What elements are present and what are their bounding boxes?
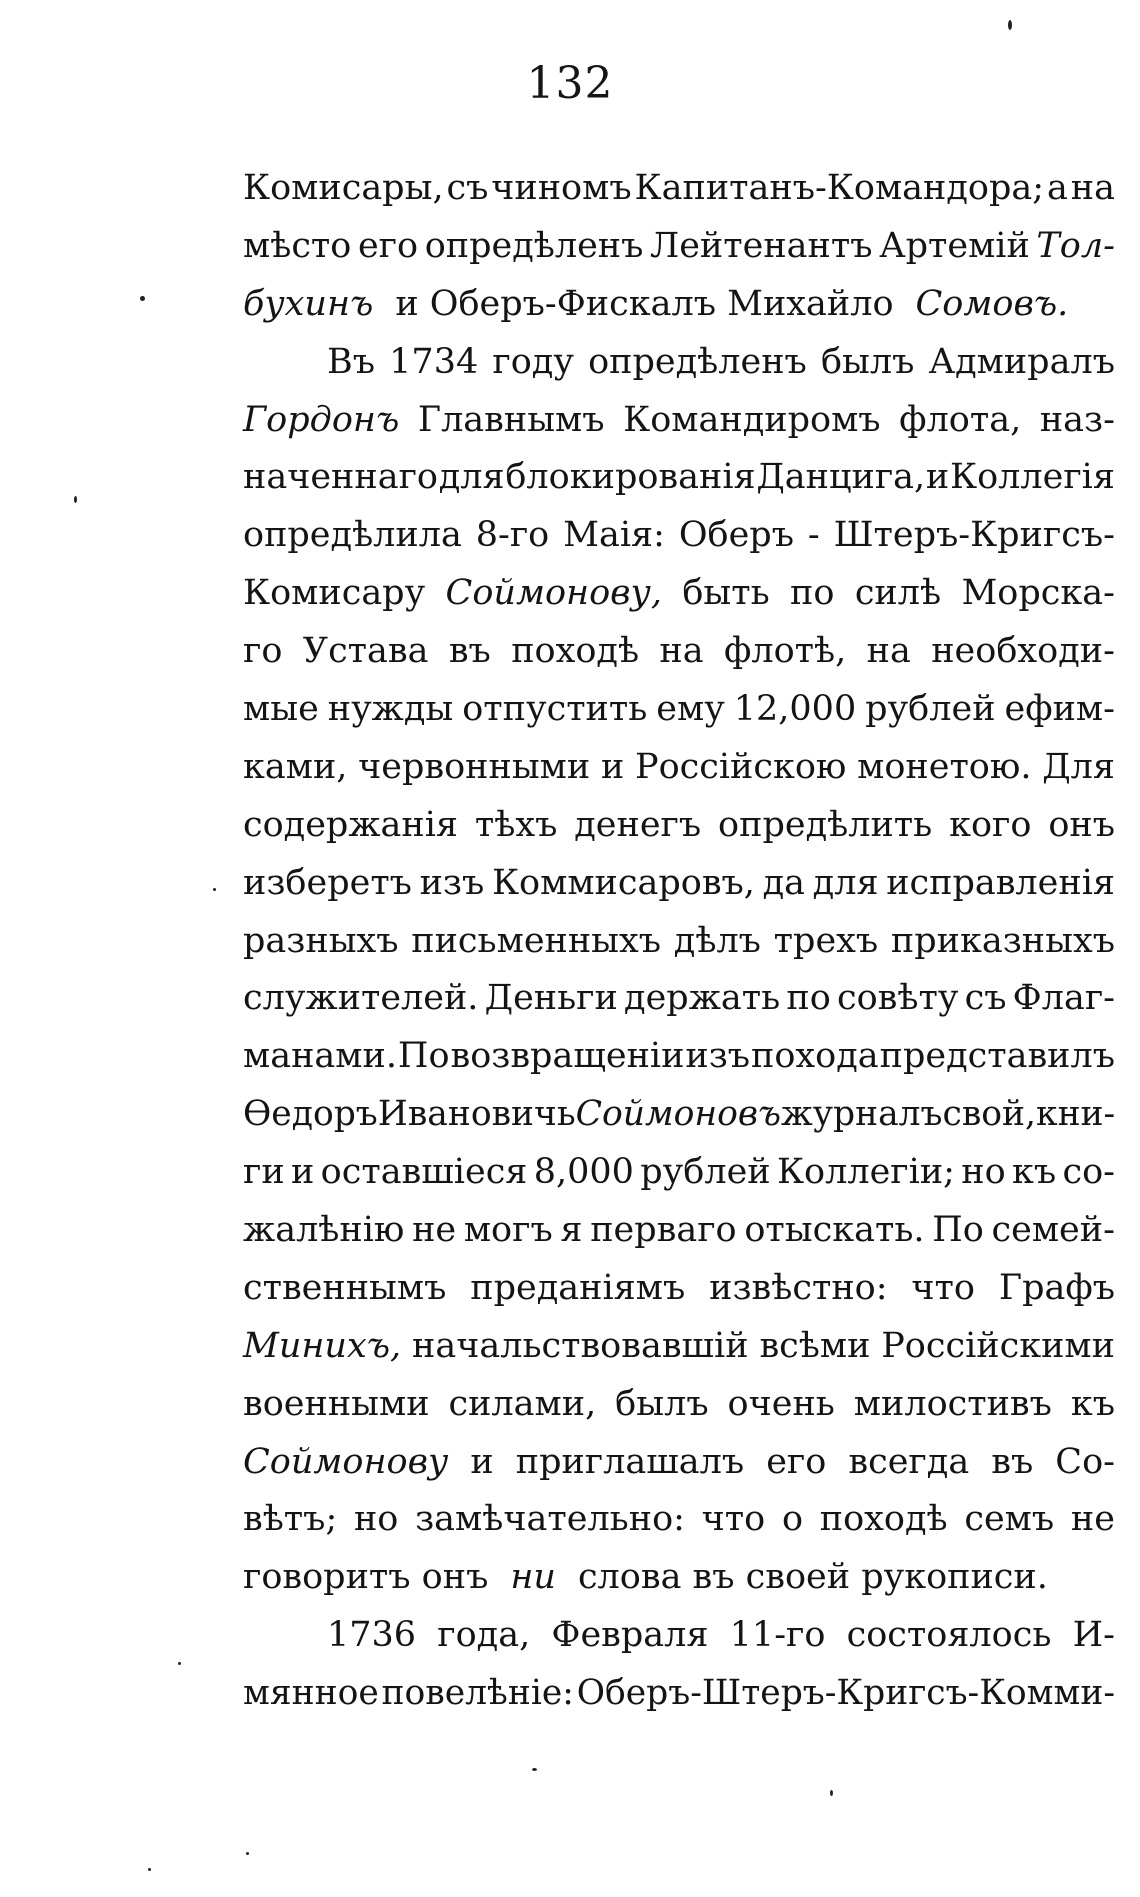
word: Командиромъ: [623, 399, 881, 440]
text-line: [243, 565, 1115, 623]
word: дѣлъ: [673, 920, 761, 961]
text-line: [243, 1318, 1115, 1376]
word: съ: [964, 978, 1007, 1019]
word: Графъ: [998, 1267, 1115, 1308]
scan-speck: [178, 1662, 181, 1665]
word: на: [1070, 168, 1115, 208]
text-line: [243, 392, 1115, 450]
word: Маія:: [563, 515, 665, 556]
word: совѣту: [836, 978, 959, 1019]
word: чиномъ: [491, 168, 632, 208]
text-line: [243, 797, 1115, 855]
word: со-: [1062, 1152, 1115, 1193]
word: изъ: [685, 1036, 751, 1077]
word: и: [470, 1441, 494, 1482]
text-line: [243, 1260, 1115, 1318]
word: Гордонъ: [243, 399, 400, 440]
text-segment: слова въ своей рукописи.: [577, 1557, 1048, 1598]
word: мые: [243, 689, 319, 730]
word: изберетъ: [243, 862, 412, 903]
word: журналъ: [780, 1094, 943, 1135]
text-line: [243, 1376, 1115, 1434]
word: замѣчательно:: [415, 1499, 685, 1540]
word: силѣ: [854, 573, 942, 614]
word: повелѣніе:: [381, 1673, 574, 1714]
word: Соймонову,: [445, 573, 662, 614]
word: флота,: [899, 399, 1022, 440]
text-line: [243, 1491, 1115, 1549]
word: преданіямъ: [470, 1267, 686, 1308]
text-line: [243, 970, 1115, 1028]
word: Соймоновъ: [575, 1094, 781, 1135]
word: По: [932, 1210, 984, 1251]
word: извѣстно:: [709, 1267, 888, 1308]
scan-speck: [532, 1768, 537, 1771]
text-line: [243, 1607, 1115, 1665]
text-line: [243, 507, 1115, 565]
word: Устава: [302, 631, 429, 672]
word: червонными: [358, 746, 591, 787]
word: походѣ: [511, 631, 640, 672]
word: И-: [1072, 1615, 1115, 1656]
word: на: [866, 631, 911, 672]
word: 8,000: [533, 1152, 634, 1193]
word: монетою.: [857, 746, 1032, 787]
word: Главнымъ: [417, 399, 605, 440]
word: оставшіеся: [320, 1152, 528, 1193]
word: съ: [446, 168, 489, 208]
word: служителей.: [243, 978, 479, 1019]
word: и: [600, 746, 625, 787]
scan-speck: [74, 496, 77, 503]
word: къ: [1012, 1152, 1057, 1193]
word: опредѣлить: [718, 804, 933, 845]
word: трехъ: [773, 920, 879, 961]
word: нужды: [327, 689, 454, 730]
word: а: [1046, 168, 1068, 208]
word: состоялось: [846, 1615, 1052, 1656]
word: Лейтенантъ: [650, 225, 873, 266]
word: ственнымъ: [243, 1267, 447, 1308]
word: да: [762, 862, 806, 903]
word: вѣтъ;: [243, 1499, 338, 1540]
word: Россійскою: [635, 746, 847, 787]
word: не: [412, 1210, 457, 1251]
word: исправленія: [886, 862, 1115, 903]
word: Ивановичь: [377, 1094, 576, 1135]
text-line: [243, 276, 1115, 334]
text-line: [243, 855, 1115, 913]
italic-segment: ни: [510, 1557, 556, 1598]
body-text: [243, 160, 1115, 1723]
word: что: [911, 1267, 975, 1308]
word: отыскать.: [744, 1210, 925, 1251]
word: содержанія: [243, 804, 459, 845]
word: Морска-: [961, 573, 1115, 614]
word: силами,: [448, 1383, 597, 1424]
word: семей-: [991, 1210, 1115, 1251]
word: Деньги: [484, 978, 618, 1019]
word: представилъ: [879, 1036, 1115, 1077]
word: его: [766, 1441, 827, 1482]
word: Оберъ-Штеръ-Кригсъ-Комми-: [576, 1673, 1115, 1714]
word: 1736: [327, 1615, 417, 1656]
word: года,: [437, 1615, 531, 1656]
word: къ: [1070, 1383, 1115, 1424]
word: Коллегіи;: [776, 1152, 955, 1193]
word: опредѣленъ: [424, 225, 644, 266]
word: Коммисаровъ,: [491, 862, 755, 903]
word: необходи-: [931, 631, 1115, 672]
word: Капитанъ-Командора;: [634, 168, 1045, 208]
word: По: [397, 1036, 450, 1077]
word: флотѣ,: [723, 631, 847, 672]
word: изъ: [419, 862, 485, 903]
word: Тол-: [1036, 225, 1115, 266]
scan-speck: [148, 1868, 151, 1871]
word: походѣ: [819, 1499, 948, 1540]
word: Данцига,: [756, 457, 926, 498]
word: Оберъ: [678, 515, 794, 556]
word: 12,000: [733, 689, 857, 730]
text-line: [243, 334, 1115, 392]
word: Артемій: [879, 225, 1030, 266]
word: держать: [624, 978, 781, 1019]
word: кого: [949, 804, 1032, 845]
text-line: [243, 1434, 1115, 1492]
scan-speck: [1008, 20, 1012, 30]
word: мѣсто: [243, 225, 352, 266]
text-line: [243, 739, 1115, 797]
word: похода: [751, 1036, 879, 1077]
word: опредѣлила: [243, 515, 462, 556]
word: го: [243, 631, 283, 672]
word: семъ: [964, 1499, 1055, 1540]
word: ги: [243, 1152, 285, 1193]
text-segment: и Оберъ-Фискалъ Михайло: [395, 283, 894, 324]
text-line: [243, 913, 1115, 971]
italic-segment: бухинъ: [243, 283, 374, 324]
word: манами.: [243, 1036, 397, 1077]
word: -: [807, 515, 820, 556]
word: свой,: [942, 1094, 1036, 1135]
word: Комисару: [243, 573, 426, 614]
text-line: [243, 160, 1115, 218]
word: приглашалъ: [515, 1441, 745, 1482]
word: не: [1070, 1499, 1115, 1540]
word: 8-го: [475, 515, 550, 556]
word: жалѣнію: [243, 1210, 405, 1251]
word: могъ: [463, 1210, 553, 1251]
scan-speck: [140, 296, 145, 301]
word: для: [812, 862, 879, 903]
word: военными: [243, 1383, 430, 1424]
word: по: [786, 978, 831, 1019]
word: Россійскими: [881, 1325, 1115, 1366]
text-line: [243, 1665, 1115, 1723]
word: году: [492, 341, 574, 382]
word: возвращеніи: [450, 1036, 685, 1077]
scan-speck: [246, 1852, 249, 1855]
word: по: [790, 573, 835, 614]
word: денегъ: [574, 804, 702, 845]
word: наченнаго: [243, 457, 438, 498]
text-line: [243, 623, 1115, 681]
word: опредѣленъ: [588, 341, 807, 382]
word: рублей: [865, 689, 996, 730]
text-line: [243, 1028, 1115, 1086]
word: начальствовавшій: [412, 1325, 749, 1366]
word: Ѳедоръ: [243, 1094, 378, 1135]
word: что: [701, 1499, 766, 1540]
word: отпустить: [462, 689, 648, 730]
word: его: [357, 225, 419, 266]
word: Въ: [327, 341, 375, 382]
word: Флаг-: [1012, 978, 1115, 1019]
word: Комисары,: [243, 168, 444, 208]
word: Минихъ,: [243, 1325, 402, 1366]
word: рублей: [640, 1152, 771, 1193]
scan-speck: [213, 888, 216, 891]
word: Коллегія: [950, 457, 1115, 498]
word: Для: [1042, 746, 1115, 787]
page-number: 132: [526, 58, 614, 109]
word: наз-: [1039, 399, 1115, 440]
text-line: [243, 1549, 1115, 1607]
text-line: [243, 1144, 1115, 1202]
word: онъ: [1048, 804, 1115, 845]
word: милостивъ: [853, 1383, 1052, 1424]
italic-segment: Сомовъ.: [915, 283, 1069, 324]
word: всегда: [848, 1441, 970, 1482]
word: ему: [656, 689, 725, 730]
word: о: [781, 1499, 804, 1540]
word: былъ: [615, 1383, 709, 1424]
word: блокированія: [505, 457, 756, 498]
word: и: [291, 1152, 315, 1193]
word: Штеръ-Кригсъ-: [833, 515, 1115, 556]
word: Соймонову: [243, 1441, 449, 1482]
word: 1734: [389, 341, 479, 382]
word: и: [925, 457, 950, 498]
word: Февраля: [551, 1615, 709, 1656]
text-line: [243, 218, 1115, 276]
text-line: [243, 1202, 1115, 1260]
word: письменныхъ: [411, 920, 662, 961]
word: въ: [448, 631, 491, 672]
word: я: [560, 1210, 583, 1251]
word: но: [353, 1499, 399, 1540]
word: тѣхъ: [474, 804, 558, 845]
word: Адмиралъ: [928, 341, 1115, 382]
word: 11-го: [729, 1615, 826, 1656]
word: ефим-: [1004, 689, 1115, 730]
word: въ: [991, 1441, 1034, 1482]
word: приказныхъ: [890, 920, 1115, 961]
word: ками,: [243, 746, 348, 787]
text-segment: говоритъ онъ: [243, 1557, 489, 1598]
word: Со-: [1055, 1441, 1115, 1482]
word: мянное: [243, 1673, 379, 1714]
word: разныхъ: [243, 920, 399, 961]
scan-speck: [830, 1790, 833, 1796]
word: но: [961, 1152, 1006, 1193]
word: кни-: [1036, 1094, 1116, 1135]
word: всѣми: [759, 1325, 871, 1366]
word: былъ: [820, 341, 915, 382]
word: быть: [682, 573, 770, 614]
word: на: [659, 631, 704, 672]
word: перваго: [590, 1210, 737, 1251]
word: очень: [727, 1383, 835, 1424]
text-line: [243, 1086, 1115, 1144]
text-line: [243, 449, 1115, 507]
text-line: [243, 681, 1115, 739]
word: для: [438, 457, 505, 498]
